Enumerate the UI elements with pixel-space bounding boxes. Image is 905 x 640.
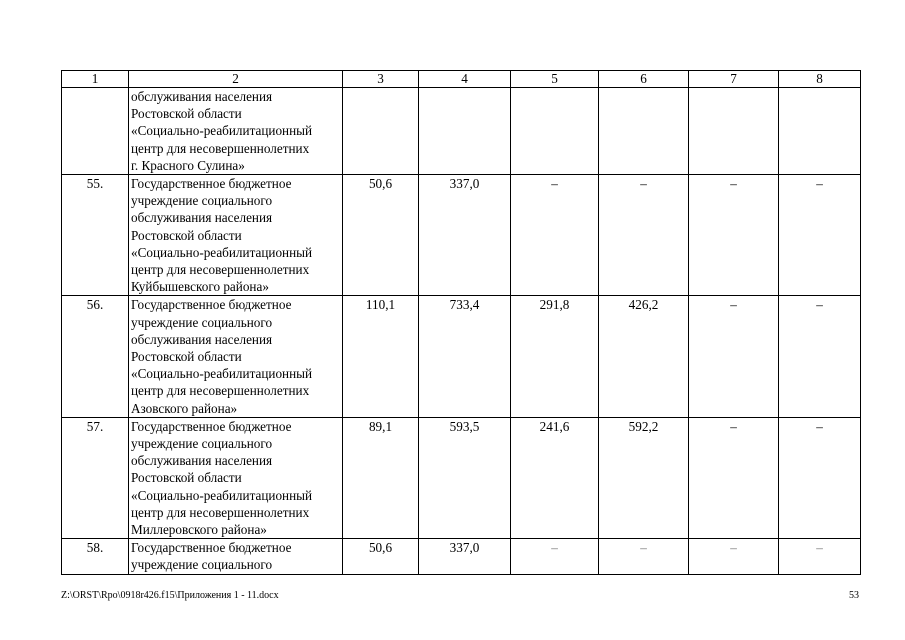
value-cell-col-4: 337,0 [419, 175, 511, 296]
name-line: учреждение социального [131, 557, 273, 573]
row-number-cell [62, 88, 129, 175]
value-cell-col-7: – [689, 539, 779, 574]
value-cell [599, 88, 689, 175]
name-line: центр для несовершеннолетних [131, 383, 310, 399]
table-row-58 [62, 539, 861, 574]
header-col-1: 1 [62, 71, 129, 88]
value-cell-col-5: – [511, 539, 599, 574]
row-name-cell [129, 88, 343, 175]
header-col-8: 8 [779, 71, 861, 88]
value-cell-col-3: 50,6 [343, 539, 419, 574]
row-number-cell: 55. [62, 175, 129, 296]
name-line: «Социально-реабилитационный [131, 487, 313, 503]
value-cell-col-6: 592,2 [599, 417, 689, 538]
name-line: Государственное бюджетное [131, 176, 292, 192]
data-table [61, 70, 861, 575]
value-cell [689, 88, 779, 175]
row-number-cell: 58. [62, 539, 129, 574]
name-line: Ростовской области [131, 227, 242, 243]
value-cell-col-6: – [599, 539, 689, 574]
value-cell-col-7: – [689, 417, 779, 538]
header-col-3: 3 [343, 71, 419, 88]
name-line: учреждение социального [131, 314, 273, 330]
value-cell-col-4: 337,0 [419, 539, 511, 574]
name-line: Ростовской области [131, 106, 242, 122]
name-line: Ростовской области [131, 349, 242, 365]
value-cell-col-3: 89,1 [343, 417, 419, 538]
name-line: учреждение социального [131, 436, 273, 452]
value-cell-col-5: – [511, 175, 599, 296]
name-line: Государственное бюджетное [131, 540, 292, 556]
table-row-57 [62, 417, 861, 538]
row-name-cell [129, 296, 343, 417]
name-line: центр для несовершеннолетних [131, 262, 310, 278]
name-line: центр для несовершеннолетних [131, 504, 310, 520]
name-line: обслуживания населения [131, 331, 273, 347]
name-line: учреждение социального [131, 193, 273, 209]
name-line: Государственное бюджетное [131, 418, 292, 434]
value-cell-col-7: – [689, 296, 779, 417]
row-name-cell [129, 417, 343, 538]
name-line: Куйбышевского района» [131, 279, 269, 295]
footer-page-number: 53 [849, 590, 859, 601]
name-line: Государственное бюджетное [131, 297, 292, 313]
value-cell-col-4: 593,5 [419, 417, 511, 538]
value-cell [419, 88, 511, 175]
row-number-cell: 56. [62, 296, 129, 417]
value-cell-col-5: 241,6 [511, 417, 599, 538]
table-row-continuation [62, 88, 861, 175]
row-name-cell [129, 175, 343, 296]
name-line: «Социально-реабилитационный [131, 244, 313, 260]
value-cell-col-8: – [779, 539, 861, 574]
value-cell-col-6: 426,2 [599, 296, 689, 417]
value-cell-col-6: – [599, 175, 689, 296]
value-cell [511, 88, 599, 175]
name-line: Ростовской области [131, 470, 242, 486]
row-name-cell [129, 539, 343, 574]
header-row [62, 71, 861, 88]
value-cell [343, 88, 419, 175]
table-row-56 [62, 296, 861, 417]
name-line: «Социально-реабилитационный [131, 123, 313, 139]
value-cell-col-4: 733,4 [419, 296, 511, 417]
value-cell-col-3: 50,6 [343, 175, 419, 296]
value-cell-col-8: – [779, 296, 861, 417]
value-cell-col-8: – [779, 175, 861, 296]
table-row-55 [62, 175, 861, 296]
name-line: Азовского района» [131, 400, 238, 416]
name-line: центр для несовершеннолетних [131, 140, 310, 156]
name-line: обслуживания населения [131, 453, 273, 469]
row-number-cell: 57. [62, 417, 129, 538]
name-line: г. Красного Сулина» [131, 157, 245, 173]
header-col-7: 7 [689, 71, 779, 88]
value-cell-col-3: 110,1 [343, 296, 419, 417]
name-line: обслуживания населения [131, 89, 273, 104]
footer-file-path: Z:\ORST\Rpo\0918r426.f15\Приложения 1 - 11.docx [61, 590, 279, 601]
header-col-6: 6 [599, 71, 689, 88]
value-cell [779, 88, 861, 175]
name-line: «Социально-реабилитационный [131, 366, 313, 382]
header-col-5: 5 [511, 71, 599, 88]
header-col-4: 4 [419, 71, 511, 88]
header-col-2: 2 [129, 71, 343, 88]
value-cell-col-5: 291,8 [511, 296, 599, 417]
name-line: Миллеровского района» [131, 522, 267, 538]
value-cell-col-8: – [779, 417, 861, 538]
value-cell-col-7: – [689, 175, 779, 296]
name-line: обслуживания населения [131, 210, 273, 226]
